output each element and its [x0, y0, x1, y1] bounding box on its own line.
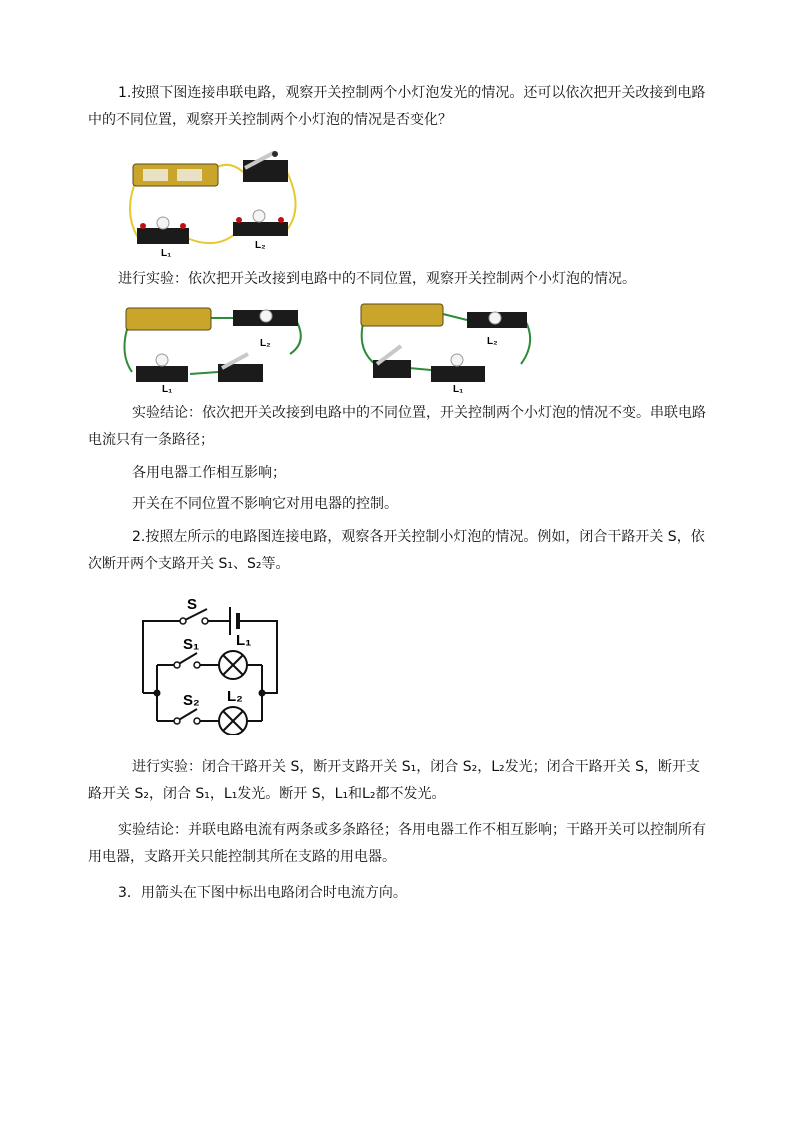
- switch-s1-contact: [174, 662, 180, 668]
- label-l2: L₂: [260, 338, 271, 349]
- lamp-base-l1: [136, 366, 188, 382]
- conclusion-2-text: 实验结论：并联电路电流有两条或多条路径；各用电器工作不相互影响；干路开关可以控制所有用电器，支路开关只能控制其所在支路的用电器。: [88, 822, 706, 865]
- bulb-l2: [260, 310, 272, 322]
- wire: [190, 372, 218, 374]
- label-l2: L₂: [487, 336, 498, 347]
- junction-node: [154, 690, 161, 697]
- lamp-base-l2: [233, 222, 288, 236]
- wire: [443, 314, 467, 320]
- bulb-l2: [489, 312, 501, 324]
- switch-s2-contact: [174, 718, 180, 724]
- switch-s2-contact: [194, 718, 200, 724]
- lamp-base-l1: [431, 366, 485, 382]
- label-l1: L₁: [162, 384, 173, 394]
- switch-s-contact: [202, 618, 208, 624]
- question-1-text: 1.按照下图连接串联电路，观察开关控制两个小灯泡发光的情况。还可以依次把开关改接到电路中的不同位置，观察开关控制两个小灯泡的情况是否变化？: [88, 85, 706, 128]
- switch-s1-contact: [194, 662, 200, 668]
- conclusion-1-text: 实验结论：依次把开关改接到电路中的不同位置，开关控制两个小灯泡的情况不变。串联电路电流只有一条路径；: [88, 405, 706, 448]
- label-l2: L₂: [255, 240, 266, 251]
- label-l1: L₁: [453, 384, 464, 394]
- series-circuit-photo: [115, 150, 305, 258]
- battery-holder: [361, 304, 443, 326]
- lamp-base-l1: [137, 228, 189, 244]
- switch-s-contact: [180, 618, 186, 624]
- battery: [143, 169, 168, 181]
- switch-handle: [272, 151, 278, 157]
- conclusion-1-line-3: 开关在不同位置不影响它对用电器的控制。: [132, 496, 398, 512]
- bulb-l1: [156, 354, 168, 366]
- wire: [215, 165, 243, 172]
- question-3-text: 3．用箭头在下图中标出电路闭合时电流方向。: [118, 885, 407, 901]
- experiment-1-text: 进行实验：依次把开关改接到电路中的不同位置，观察开关控制两个小灯泡的情况。: [118, 271, 636, 287]
- parallel-circuit-diagram: [135, 595, 285, 735]
- label-l1: L₁: [161, 248, 172, 258]
- conclusion-1-line-2: 各用电器工作相互影响；: [132, 465, 286, 481]
- bulb-l2: [253, 210, 265, 222]
- label-s: S: [187, 596, 198, 613]
- experiment-2-text: 进行实验：闭合干路开关 S，断开支路开关 S₁，闭合 S₂，L₂发光；闭合干路开关 S，断开支路开关 S₂，闭合 S₁，L₁发光。断开 S，L₁和L₂都不发光。: [88, 759, 700, 802]
- label-s2: S₂: [183, 692, 200, 709]
- series-circuit-photo-variant-b: [355, 298, 535, 394]
- wire: [143, 621, 183, 693]
- bulb-l1: [451, 354, 463, 366]
- wire: [187, 234, 235, 243]
- question-2-text: 2.按照左所示的电路图连接电路，观察各开关控制小灯泡的情况。例如，闭合干路开关 S，依次断开两个支路开关 S₁、S₂等。: [88, 529, 705, 572]
- wire: [409, 368, 431, 370]
- battery-holder: [126, 308, 211, 330]
- series-circuit-photo-variant-a: [118, 302, 304, 394]
- label-s1: S₁: [183, 636, 200, 653]
- junction-node: [259, 690, 266, 697]
- label-l1: L₁: [236, 632, 252, 649]
- label-l2: L₂: [227, 688, 243, 705]
- bulb-l1: [157, 217, 169, 229]
- battery: [177, 169, 202, 181]
